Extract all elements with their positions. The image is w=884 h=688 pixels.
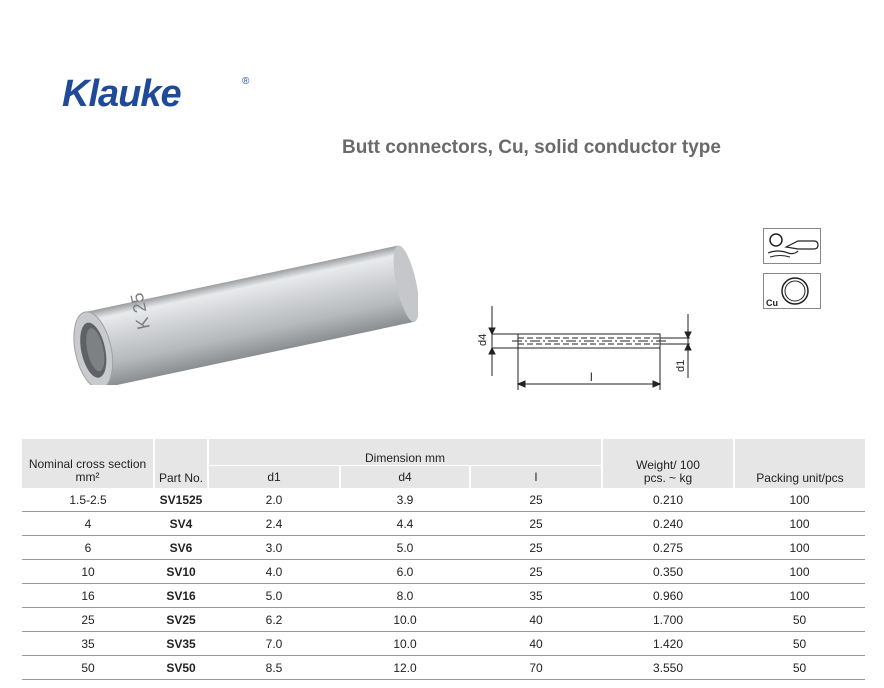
cell-weight: 0.275: [602, 536, 734, 560]
cell-part-no: SV25: [154, 608, 208, 632]
cell-weight: 0.240: [602, 512, 734, 536]
header-d4: d4: [340, 466, 470, 489]
cell-cross-section: 35: [22, 632, 154, 656]
header-packing: Packing unit/pcs: [734, 439, 865, 488]
crimp-lug-symbol: [763, 228, 821, 264]
klauke-logo: [62, 73, 250, 115]
cable-lug-icon: [764, 229, 820, 263]
cell-packing: 100: [734, 536, 865, 560]
page-title: Butt connectors, Cu, solid conductor type: [342, 137, 721, 158]
registered-mark: ®: [242, 76, 250, 87]
d4-label: d4: [477, 333, 489, 346]
header-cross-section: Nominal cross section mm²: [22, 439, 154, 488]
cell-d1: 6.2: [208, 608, 340, 632]
header-weight: [602, 439, 734, 488]
cell-packing: 50: [734, 632, 865, 656]
cell-cross-section: 16: [22, 584, 154, 608]
header-l: l: [470, 466, 602, 489]
cell-d4: 6.0: [340, 560, 470, 584]
technical-drawing: [472, 298, 702, 398]
table-row: [22, 632, 865, 656]
cell-d4: 5.0: [340, 536, 470, 560]
cell-part-no: SV1525: [154, 488, 208, 512]
cell-cross-section: 4: [22, 512, 154, 536]
cell-d1: 7.0: [208, 632, 340, 656]
header-dimension-group: Dimension mm: [208, 439, 602, 466]
cell-part-no: SV35: [154, 632, 208, 656]
d1-label: d1: [675, 359, 687, 372]
cell-part-no: SV16: [154, 584, 208, 608]
cell-l: 40: [470, 608, 602, 632]
cell-weight: 1.700: [602, 608, 734, 632]
table-row: [22, 656, 865, 680]
cell-cross-section: 10: [22, 560, 154, 584]
cell-weight: 3.550: [602, 656, 734, 680]
cell-part-no: SV50: [154, 656, 208, 680]
cell-cross-section: 6: [22, 536, 154, 560]
cell-d1: 2.4: [208, 512, 340, 536]
cell-cross-section: 50: [22, 656, 154, 680]
logo-text: Klauke: [62, 73, 181, 115]
cell-d4: 4.4: [340, 512, 470, 536]
material-label: Cu: [766, 298, 778, 308]
product-photo: [58, 210, 418, 385]
l-label: l: [590, 370, 593, 384]
table-row: [22, 584, 865, 608]
cell-d4: 10.0: [340, 608, 470, 632]
table-row: [22, 512, 865, 536]
cell-d4: 8.0: [340, 584, 470, 608]
cell-l: 25: [470, 560, 602, 584]
header-d1: d1: [208, 466, 340, 489]
cell-weight: 0.960: [602, 584, 734, 608]
cell-cross-section: 1.5-2.5: [22, 488, 154, 512]
cell-weight: 1.420: [602, 632, 734, 656]
cell-d1: 8.5: [208, 656, 340, 680]
cell-part-no: SV10: [154, 560, 208, 584]
cell-part-no: SV4: [154, 512, 208, 536]
cell-l: 70: [470, 656, 602, 680]
header-part-no: Part No.: [154, 439, 208, 488]
cell-d1: 5.0: [208, 584, 340, 608]
cell-d1: 3.0: [208, 536, 340, 560]
cell-packing: 50: [734, 608, 865, 632]
table-body: [22, 488, 865, 680]
cell-d4: 10.0: [340, 632, 470, 656]
cell-d1: 2.0: [208, 488, 340, 512]
table-row: [22, 488, 865, 512]
cell-d4: 12.0: [340, 656, 470, 680]
copper-material-symbol: [763, 273, 821, 309]
cell-weight: 0.350: [602, 560, 734, 584]
table-row: [22, 536, 865, 560]
table-row: [22, 560, 865, 584]
header-weight-text: Weight/ 100 pcs. ~ kg: [636, 458, 700, 485]
cell-part-no: SV6: [154, 536, 208, 560]
cell-l: 40: [470, 632, 602, 656]
table-row: [22, 608, 865, 632]
cell-weight: 0.210: [602, 488, 734, 512]
cell-l: 35: [470, 584, 602, 608]
cell-d4: 3.9: [340, 488, 470, 512]
cell-l: 25: [470, 536, 602, 560]
cell-l: 25: [470, 512, 602, 536]
cell-packing: 50: [734, 656, 865, 680]
cell-l: 25: [470, 488, 602, 512]
cell-cross-section: 25: [22, 608, 154, 632]
photo-marking: K 25: [126, 290, 154, 332]
cell-packing: 100: [734, 488, 865, 512]
cell-packing: 100: [734, 584, 865, 608]
specification-table: [22, 439, 865, 680]
cell-packing: 100: [734, 512, 865, 536]
cell-d1: 4.0: [208, 560, 340, 584]
cell-packing: 100: [734, 560, 865, 584]
